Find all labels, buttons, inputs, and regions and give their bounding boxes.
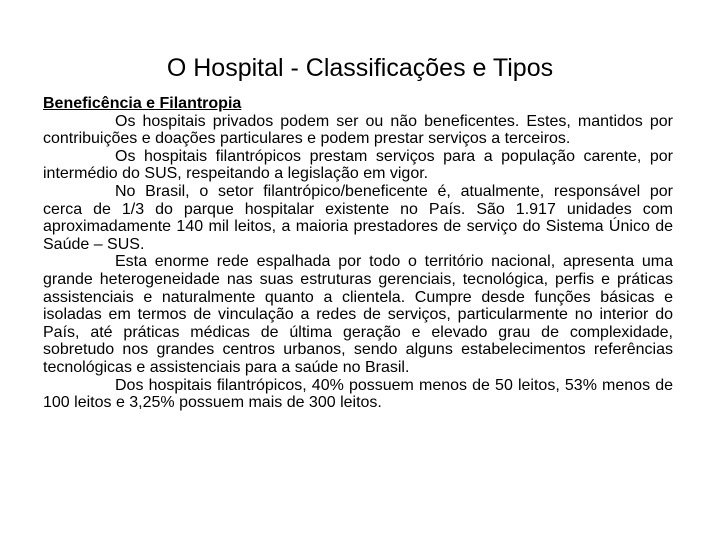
slide-title: O Hospital - Classificações e Tipos [166, 54, 554, 82]
paragraph-network-heterogeneity: Esta enorme rede espalhada por todo o território nacional, apresenta uma grande heterogeneidade nas suas estruturas gerenciais, tecnológica, perfis e práticas assistenciais e naturalmente quanto a clientela. Cumpre desde funções básicas e isoladas em termos de vinculação a redes de serviços, particularmente no interior do País, até práticas médicas de última geração e elevado grau de complexidade, sobretudo nos grandes centros urbanos, sendo alguns estabelecimentos referências tecnológicas e assistenciais para a saúde no Brasil. [43, 253, 673, 376]
paragraph-philanthropic-hospitals: Os hospitais filantrópicos prestam serviços para a população carente, por intermédio do SUS, respeitando a legislação em vigor. [43, 147, 673, 183]
paragraph-private-hospitals: Os hospitais privados podem ser ou não beneficentes. Estes, mantidos por contribuições e doações particulares e podem prestar serviços a terceiros. [43, 112, 673, 148]
paragraph-bed-statistics: Dos hospitais filantrópicos, 40% possuem menos de 50 leitos, 53% menos de 100 leitos e 3,25% possuem mais de 300 leitos. [43, 376, 673, 412]
paragraph-brazil-sector: No Brasil, o setor filantrópico/beneficente é, atualmente, responsável por cerca de 1/3 do parque hospitalar existente no País. São 1.917 unidades com aproximadamente 140 mil leitos, a maioria prestadores de serviço do Sistema Único de Saúde – SUS. [43, 182, 673, 253]
section-heading: Beneficência e Filantropia [43, 95, 242, 112]
slide-content [43, 95, 673, 412]
